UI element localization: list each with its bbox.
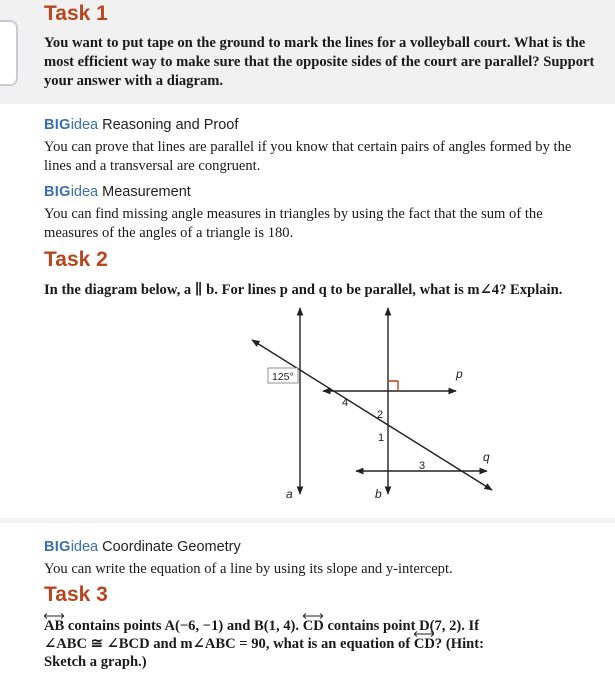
angle-2-label: 2 [377, 409, 384, 421]
line-cd-symbol: CD [303, 617, 324, 635]
line-arrow-icon [414, 631, 434, 637]
big-idea-topic: Reasoning and Proof [102, 117, 239, 133]
big-idea-coordinate-text: You can write the equation of a line by using its slope and y-intercept. [44, 561, 453, 577]
line-cd-symbol: CD [414, 635, 435, 653]
angle-3-label: 4 [342, 397, 349, 409]
transversal [252, 340, 492, 490]
big-idea-topic: Coordinate Geometry [102, 539, 241, 555]
big-idea-coordinate [44, 539, 241, 555]
angle-125-label: 125° [272, 371, 294, 383]
big-idea-measurement-text: You can find missing angle measures in triangles by using the fact that the sum of the measures of the angles of a triangle is 180. [44, 206, 543, 241]
line-b-label: b [375, 487, 382, 501]
angle-1-label: 1 [378, 432, 385, 444]
line-arrow-icon [44, 613, 64, 619]
big-idea-topic: Measurement [102, 184, 191, 200]
task2-prompt: In the diagram below, a ∥ b. For lines p and q to be parallel, what is m∠4? Explain. [44, 282, 563, 298]
big-label: BIG [44, 539, 71, 555]
task3-text: AB contains points A(−6, −1) and B(1, 4). CD contains point D(7, 2). If ∠ABC ≅ ∠BCD and m∠ABC = 90, what is an equation of CD? (Hint: Sketch a graph.) [44, 617, 604, 671]
line-p-label: p [456, 367, 463, 381]
big-idea-reasoning-text: You can prove that lines are parallel if you know that certain pairs of angles formed by the lines and a transversal are congruent. [44, 139, 572, 174]
task1-heading: Task 1 [44, 2, 108, 25]
task3-heading: Task 3 [44, 583, 108, 606]
section-divider [0, 518, 615, 523]
right-angle-mark [388, 381, 398, 391]
big-label: BIG [44, 117, 71, 133]
idea-label: idea [70, 184, 99, 200]
big-label: BIG [44, 184, 71, 200]
line-q-label: q [483, 450, 490, 464]
idea-label: idea [70, 117, 99, 133]
line-a-label: a [286, 487, 293, 501]
line-ab-symbol: AB [44, 617, 64, 635]
angle-4-label: 3 [419, 460, 426, 472]
task2-heading: Task 2 [44, 248, 108, 271]
line-arrow-icon [303, 613, 323, 619]
task1-text: You want to put tape on the ground to mark the lines for a volleyball court. What is the most efficient way to make sure that the opposite sides of the court are parallel? Support your answer with a diagram. [44, 35, 595, 89]
idea-label: idea [70, 539, 99, 555]
